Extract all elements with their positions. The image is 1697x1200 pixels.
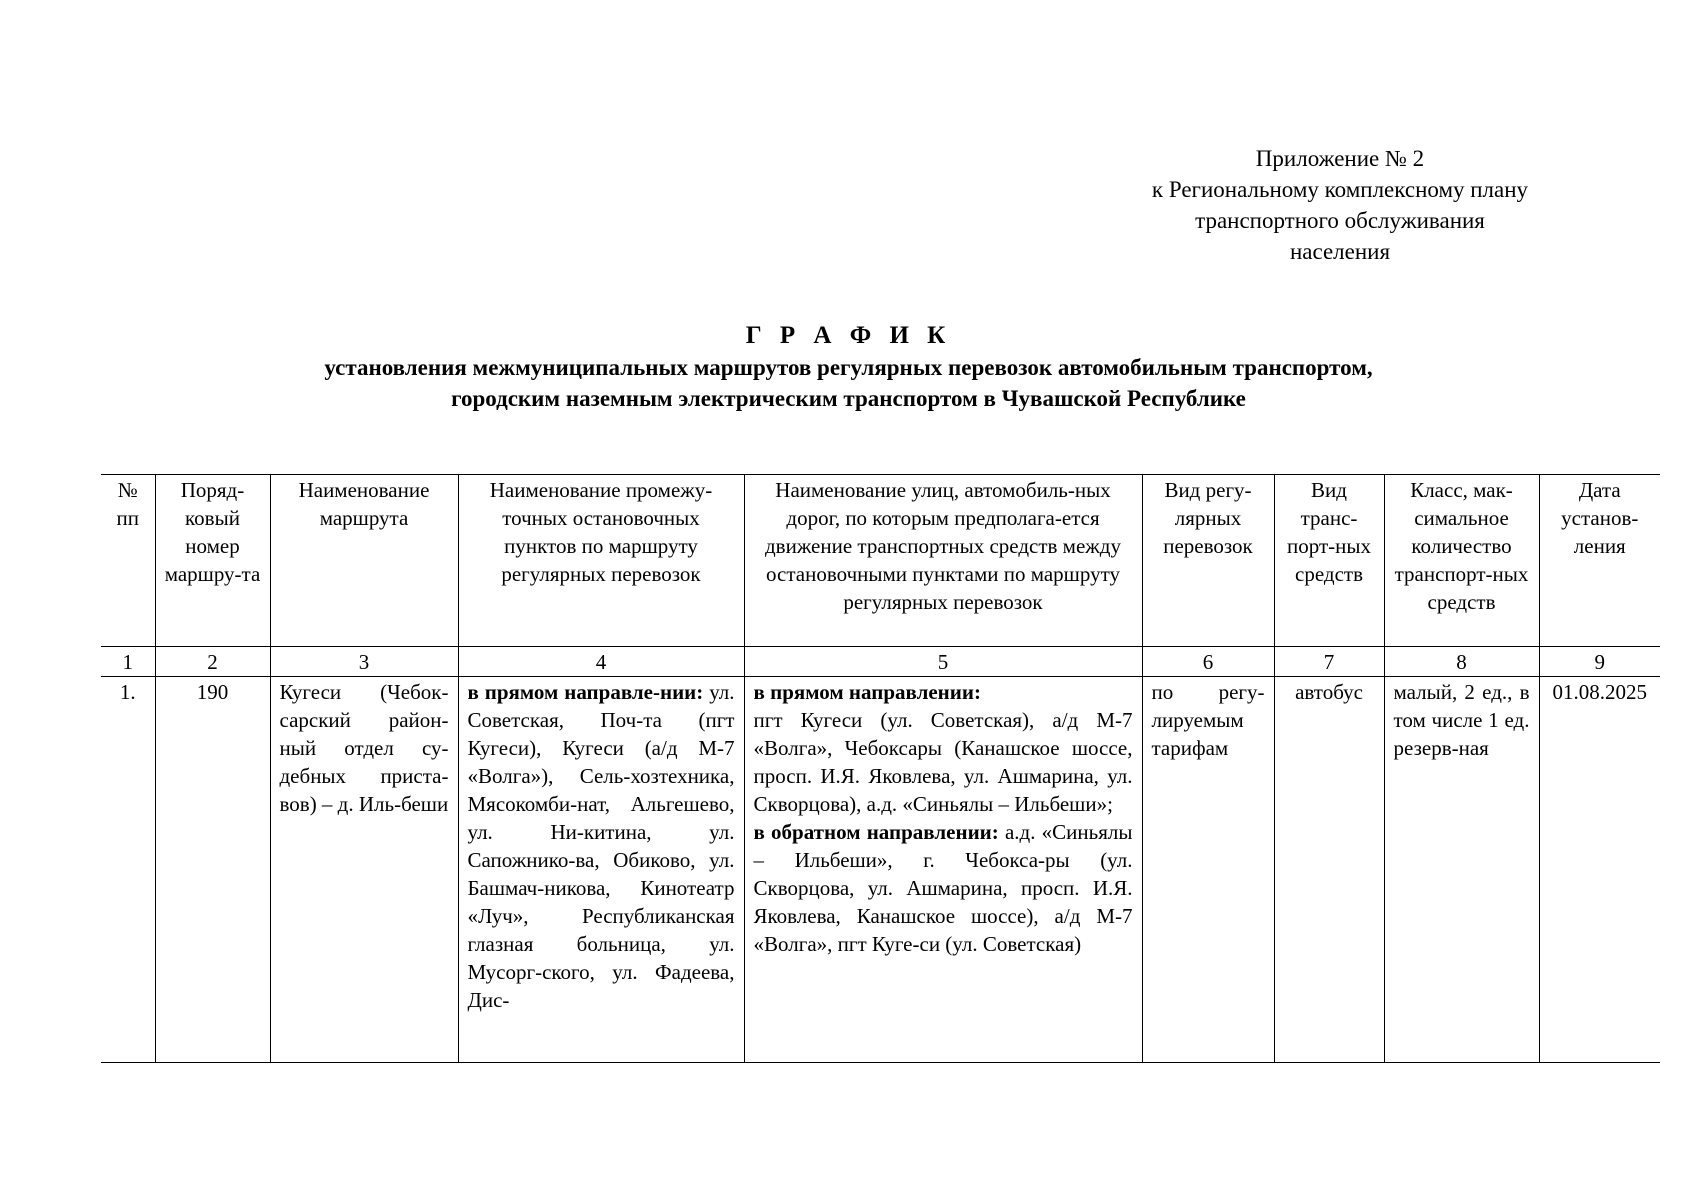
header-cell: Вид регу-лярных перевозок	[1142, 475, 1274, 647]
stops-direction-label: в прямом направле-нии:	[467, 680, 704, 704]
appendix-line-4: населения	[1289, 239, 1391, 264]
header-cell: Дата установ-ления	[1539, 475, 1660, 647]
forward-streets: пгт Кугеси (ул. Советская), а/д М-7 «Волга», Чебоксары (Канашское шоссе, просп. И.Я. Яковлева, ул. Ашмарина, ул. Скворцова), а.д. «Синьялы – Ильбеши»;	[753, 708, 1133, 816]
column-number: 3	[270, 647, 458, 677]
header-cell: № пп	[101, 475, 155, 647]
appendix-line-1: Приложение № 2	[1255, 146, 1425, 171]
document-title	[0, 320, 1697, 414]
route-number-cell: 190	[155, 677, 270, 1063]
streets-cell	[744, 677, 1142, 1063]
route-name-cell: Кугеси (Чебок-сарский район-ный отдел су-дебных приста-вов) – д. Иль-беши	[270, 677, 458, 1063]
title-heading: Г Р А Ф И К	[745, 322, 952, 349]
header-cell: Поряд-ковый номер маршру-та	[155, 475, 270, 647]
transport-type-cell: по регу-лируемым тарифам	[1142, 677, 1274, 1063]
header-cell: Наименование маршрута	[270, 475, 458, 647]
stops-list: ул. Советская, Поч-та (пгт Кугеси), Кугеси (а/д М-7 «Волга»), Сель-хозтехника, Мясокомби-нат, Альгешево, ул. Ни-китина, ул. Сапожнико-ва, Обиково, ул. Башмач-никова, Кинотеатр «Луч», Республиканская глазная больница, ул. Мусорг-ского, ул. Фадеева, Дис-	[467, 680, 735, 1012]
header-cell: Наименование промежу-точных остановочных пунктов по маршруту регулярных перевозок	[458, 475, 744, 647]
column-number-row	[101, 647, 1660, 677]
header-cell: Наименование улиц, автомобиль-ных дорог, по которым предполага-ется движение транспортных средств между остановочными пунктами по маршруту регулярных перевозок	[744, 475, 1142, 647]
row-number-cell: 1.	[101, 677, 155, 1063]
vehicle-type-cell: автобус	[1274, 677, 1384, 1063]
schedule-table	[101, 474, 1660, 1063]
header-cell: Вид транс-порт-ных средств	[1274, 475, 1384, 647]
backward-direction-label: в обратном направлении:	[753, 820, 999, 844]
column-number: 1	[101, 647, 155, 677]
title-line-2: установления межмуниципальных маршрутов регулярных перевозок автомобильным транспортом,	[324, 355, 1373, 380]
column-number: 7	[1274, 647, 1384, 677]
title-line-3: городским наземным электрическим транспортом в Чувашской Республике	[451, 386, 1246, 411]
appendix-line-2: к Региональному комплексному плану	[1151, 177, 1529, 202]
header-cell: Класс, мак-симальное количество транспорт-ных средств	[1384, 475, 1539, 647]
column-number: 2	[155, 647, 270, 677]
appendix-line-3: транспортного обслуживания	[1195, 208, 1485, 233]
column-number: 8	[1384, 647, 1539, 677]
table-header-row	[101, 475, 1660, 647]
table-row	[101, 677, 1660, 1063]
column-number: 4	[458, 647, 744, 677]
column-number: 6	[1142, 647, 1274, 677]
column-number: 5	[744, 647, 1142, 677]
vehicle-class-cell: малый, 2 ед., в том числе 1 ед. резерв-ная	[1384, 677, 1539, 1063]
intermediate-stops-cell	[458, 677, 744, 1063]
backward-streets: а.д. «Синьялы – Ильбеши», г. Чебокса-ры (ул. Скворцова, ул. Ашмарина, просп. И.Я. Яковлева, Канашское шоссе), а/д М-7 «Волга», пгт Куге-си (ул. Советская)	[753, 820, 1133, 956]
appendix-block	[1080, 143, 1600, 267]
column-number: 9	[1539, 647, 1660, 677]
forward-direction-label: в прямом направлении:	[753, 680, 981, 704]
date-cell: 01.08.2025	[1539, 677, 1660, 1063]
